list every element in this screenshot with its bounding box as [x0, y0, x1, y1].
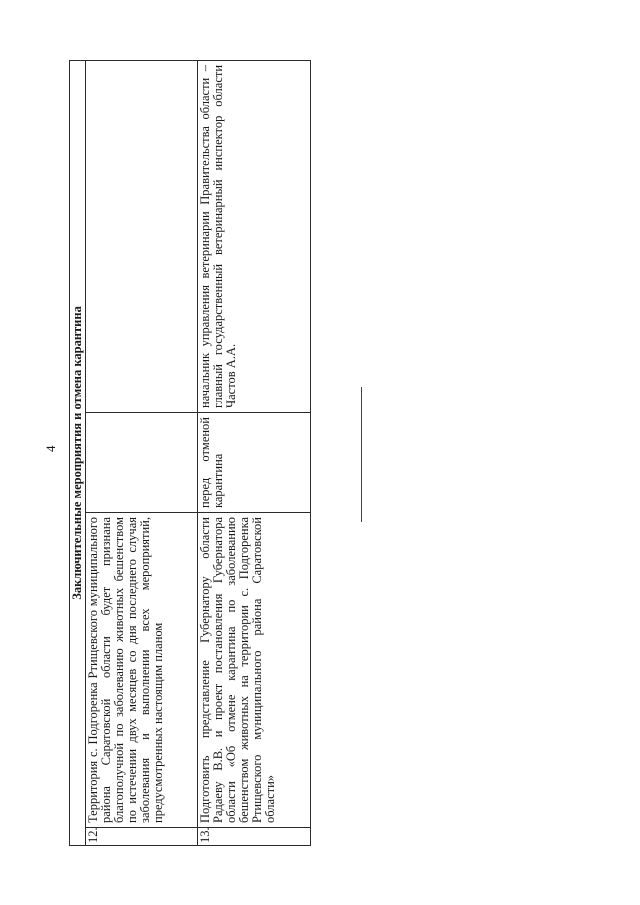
measures-table — [69, 60, 311, 846]
section-heading: Заключительные мероприятия и отмена карантина — [70, 60, 86, 845]
responsible-cell: начальник управления ветеринарии Правительства области – главный государственный ветеринарный инспектор области Частов А.А. — [198, 60, 311, 412]
page-number: 4 — [43, 445, 58, 452]
deadline-cell: перед отменой карантина — [198, 413, 311, 513]
separator-line — [361, 387, 362, 522]
measure-cell: Территория с. Подгоренка Ртищевского муниципального района Саратовской области будет признана благополучной по заболеванию животных бешенством по истечении двух месяцев со дня последнего случая заболевания и выполнении всех мероприятий, предусмотренных настоящим планом — [86, 513, 198, 828]
row-number: 13. — [198, 828, 311, 846]
table-row — [86, 60, 198, 845]
deadline-cell — [86, 413, 198, 513]
measure-cell: Подготовить представление Губернатору области Радаеву В.В. и проект постановления Губернатора области «Об отмене карантина по заболеванию бешенством животных на территории с. Подгоренка Ртищевского муниципального района Саратовской области» — [198, 513, 311, 828]
rotated-table-container — [69, 61, 311, 846]
table-section-header-row — [70, 60, 86, 845]
row-number: 12. — [86, 828, 198, 846]
responsible-cell — [86, 60, 198, 412]
table-row — [198, 60, 311, 845]
